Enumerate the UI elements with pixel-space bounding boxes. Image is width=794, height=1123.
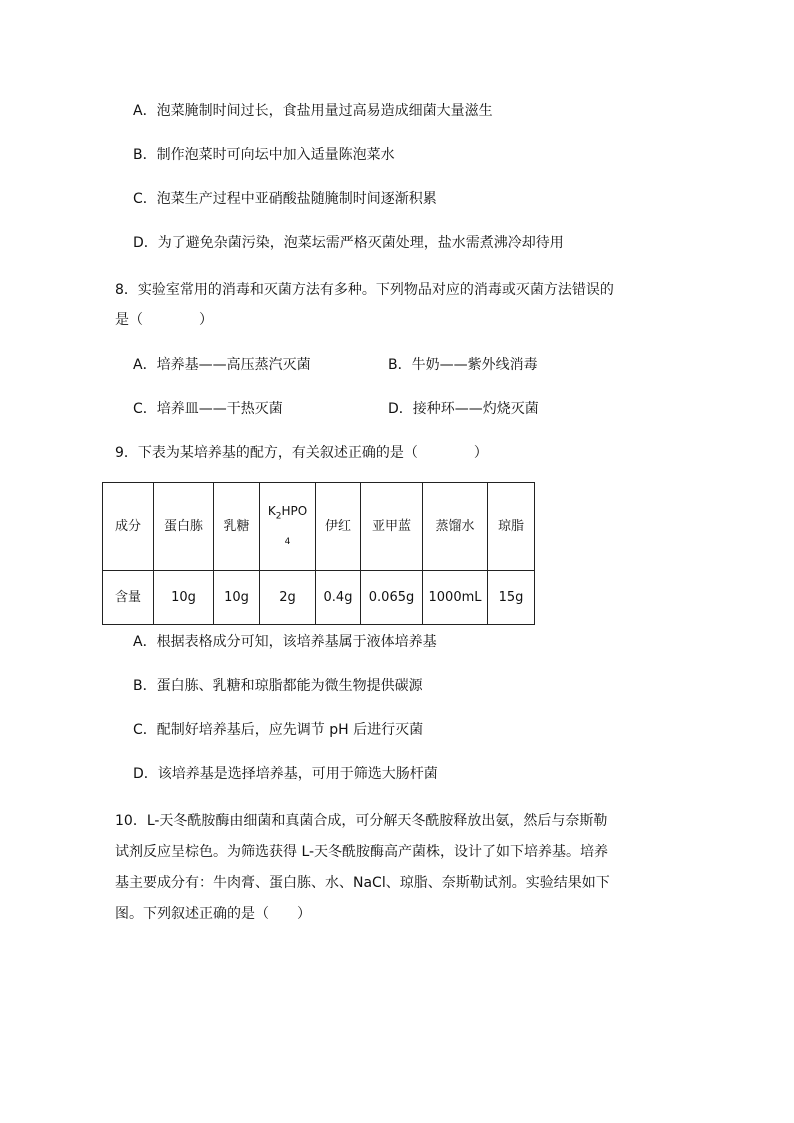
q8-stem-line1: 8．实验室常用的消毒和灭菌方法有多种。下列物品对应的消毒或灭菌方法错误的: [115, 282, 614, 298]
q7-option-d: D．为了避免杂菌污染，泡菜坛需严格灭菌处理，盐水需煮沸冷却待用: [133, 235, 564, 251]
q10-stem-line1: 10．L-天冬酰胺酶由细菌和真菌合成，可分解天冬酰胺释放出氨，然后与奈斯勒: [115, 813, 608, 829]
q7-option-c: C．泡菜生产过程中亚硝酸盐随腌制时间逐渐积累: [133, 191, 437, 207]
table-cell: 蛋白胨: [154, 483, 214, 571]
k2-four: 4: [284, 537, 291, 548]
q9-option-a: A．根据表格成分可知，该培养基属于液体培养基: [133, 634, 437, 650]
table-cell: 0.4g: [316, 571, 361, 625]
q10-stem-line2: 试剂反应呈棕色。为筛选获得 L-天冬酰胺酶高产菌株，设计了如下培养基。培养: [115, 844, 609, 860]
q7-option-b: B．制作泡菜时可向坛中加入适量陈泡菜水: [133, 147, 395, 163]
q7-option-a: A．泡菜腌制时间过长，食盐用量过高易造成细菌大量滋生: [133, 103, 493, 119]
table-cell: 乳糖: [214, 483, 260, 571]
k2-k: K: [267, 503, 276, 518]
k2hpo4-formula: [268, 503, 307, 550]
medium-recipe-table: [102, 482, 535, 625]
table-cell: 琼脂: [488, 483, 535, 571]
table-cell: 10g: [154, 571, 214, 625]
table-cell: 1000mL: [423, 571, 488, 625]
q9-option-d: D．该培养基是选择培养基，可用于筛选大肠杆菌: [133, 766, 438, 782]
table-cell: 0.065g: [361, 571, 423, 625]
q8-stem-line2: 是（ ）: [115, 312, 213, 328]
q10-stem-line4: 图。下列叙述正确的是（ ）: [115, 906, 311, 922]
table-cell: 蒸馏水: [423, 483, 488, 571]
table-cell: 含量: [103, 571, 154, 625]
table-cell: 15g: [488, 571, 535, 625]
table-cell: 成分: [103, 483, 154, 571]
q8-option-a: A．培养基——高压蒸汽灭菌: [133, 357, 311, 373]
q8-option-c: C．培养皿——干热灭菌: [133, 401, 283, 417]
table-cell: 10g: [214, 571, 260, 625]
k2-sub: 2: [275, 511, 282, 522]
table-cell: 伊红: [316, 483, 361, 571]
q9-option-c: C．配制好培养基后，应先调节 pH 后进行灭菌: [133, 722, 424, 738]
q9-stem: 9．下表为某培养基的配方，有关叙述正确的是（ ）: [115, 445, 488, 461]
q9-option-b: B．蛋白胨、乳糖和琼脂都能为微生物提供碳源: [133, 678, 423, 694]
table-cell-k2hpo4: [260, 483, 316, 571]
table-cell: 2g: [260, 571, 316, 625]
table-cell: 亚甲蓝: [361, 483, 423, 571]
q8-option-b: B．牛奶——紫外线消毒: [388, 357, 538, 373]
k2-hpo: HPO: [281, 503, 308, 518]
table-row-amounts: [103, 571, 535, 625]
q10-stem-line3: 基主要成分有：牛肉膏、蛋白胨、水、NaCl、琼脂、奈斯勒试剂。实验结果如下: [115, 875, 610, 891]
table-row-ingredients: [103, 483, 535, 571]
q8-option-d: D．接种环——灼烧灭菌: [388, 401, 539, 417]
